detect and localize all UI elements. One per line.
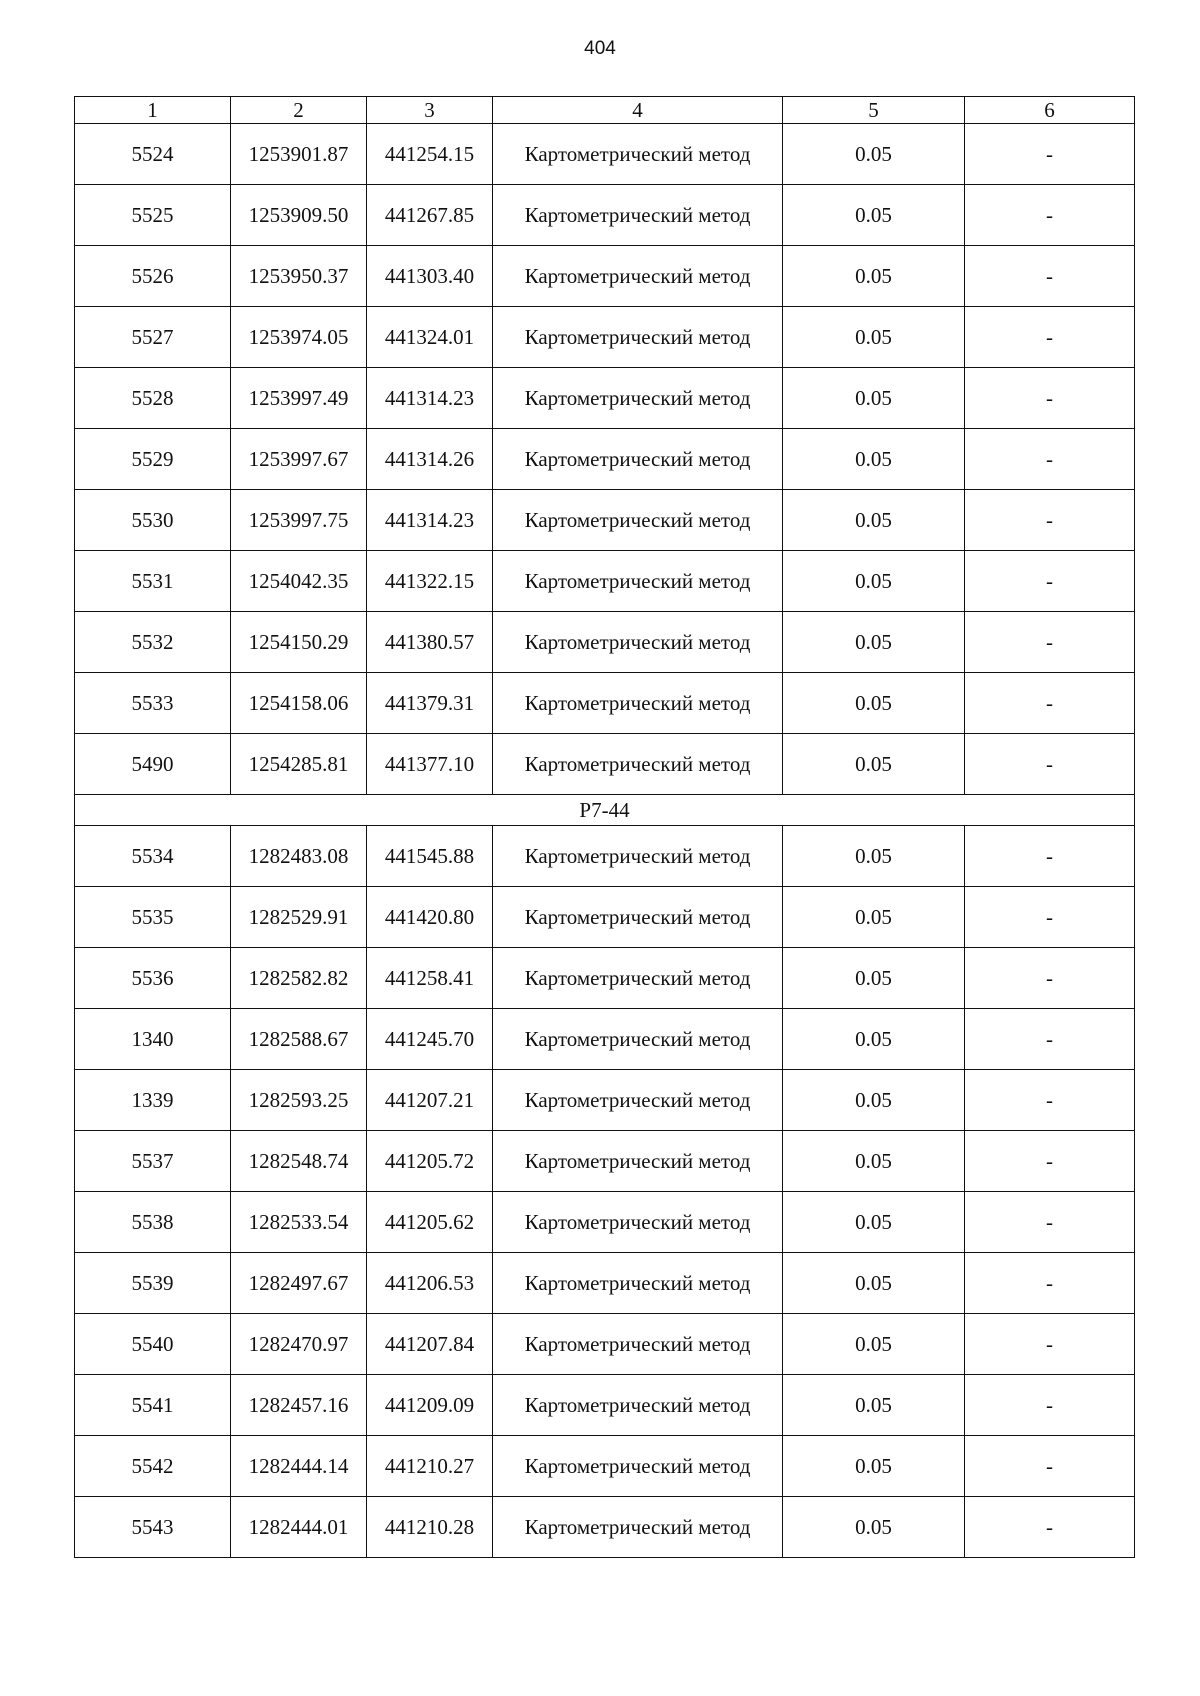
table-row [75,734,1135,795]
x-coordinate-cell: 1254042.35 [231,551,367,612]
point-number-cell: 5539 [75,1253,231,1314]
y-coordinate-cell: 441324.01 [367,307,493,368]
y-coordinate-cell: 441314.23 [367,490,493,551]
accuracy-cell: 0.05 [783,826,965,887]
y-coordinate-cell: 441379.31 [367,673,493,734]
y-coordinate-cell: 441209.09 [367,1375,493,1436]
y-coordinate-cell: 441210.28 [367,1497,493,1558]
accuracy-cell: 0.05 [783,490,965,551]
method-cell: Картометрический метод [493,124,783,185]
x-coordinate-cell: 1253997.67 [231,429,367,490]
method-cell: Картометрический метод [493,734,783,795]
method-cell: Картометрический метод [493,368,783,429]
y-coordinate-cell: 441377.10 [367,734,493,795]
note-cell: - [965,1436,1135,1497]
x-coordinate-cell: 1282533.54 [231,1192,367,1253]
point-number-cell: 5535 [75,887,231,948]
point-number-cell: 5528 [75,368,231,429]
accuracy-cell: 0.05 [783,307,965,368]
method-cell: Картометрический метод [493,429,783,490]
x-coordinate-cell: 1282444.01 [231,1497,367,1558]
note-cell: - [965,948,1135,1009]
table-row [75,1497,1135,1558]
method-cell: Картометрический метод [493,307,783,368]
point-number-cell: 5537 [75,1131,231,1192]
table-row [75,429,1135,490]
note-cell: - [965,1192,1135,1253]
method-cell: Картометрический метод [493,1131,783,1192]
method-cell: Картометрический метод [493,673,783,734]
table-row [75,1070,1135,1131]
x-coordinate-cell: 1282457.16 [231,1375,367,1436]
point-number-cell: 1340 [75,1009,231,1070]
accuracy-cell: 0.05 [783,887,965,948]
method-cell: Картометрический метод [493,887,783,948]
x-coordinate-cell: 1282593.25 [231,1070,367,1131]
y-coordinate-cell: 441207.84 [367,1314,493,1375]
note-cell: - [965,307,1135,368]
table-row [75,1436,1135,1497]
coordinates-table [74,96,1135,1558]
point-number-cell: 5527 [75,307,231,368]
accuracy-cell: 0.05 [783,612,965,673]
accuracy-cell: 0.05 [783,1314,965,1375]
accuracy-cell: 0.05 [783,948,965,1009]
point-number-cell: 5536 [75,948,231,1009]
method-cell: Картометрический метод [493,826,783,887]
x-coordinate-cell: 1282444.14 [231,1436,367,1497]
x-coordinate-cell: 1282470.97 [231,1314,367,1375]
x-coordinate-cell: 1253909.50 [231,185,367,246]
point-number-cell: 5524 [75,124,231,185]
point-number-cell: 5541 [75,1375,231,1436]
method-cell: Картометрический метод [493,185,783,246]
y-coordinate-cell: 441210.27 [367,1436,493,1497]
table-row [75,948,1135,1009]
y-coordinate-cell: 441206.53 [367,1253,493,1314]
y-coordinate-cell: 441322.15 [367,551,493,612]
table-row [75,1009,1135,1070]
accuracy-cell: 0.05 [783,734,965,795]
method-cell: Картометрический метод [493,1009,783,1070]
x-coordinate-cell: 1254158.06 [231,673,367,734]
accuracy-cell: 0.05 [783,429,965,490]
note-cell: - [965,1070,1135,1131]
table-row [75,826,1135,887]
point-number-cell: 5490 [75,734,231,795]
coordinates-table-body [75,97,1135,1558]
column-number-5: 5 [783,97,965,124]
y-coordinate-cell: 441207.21 [367,1070,493,1131]
method-cell: Картометрический метод [493,1314,783,1375]
y-coordinate-cell: 441420.80 [367,887,493,948]
note-cell: - [965,1009,1135,1070]
table-row [75,551,1135,612]
note-cell: - [965,887,1135,948]
accuracy-cell: 0.05 [783,1009,965,1070]
accuracy-cell: 0.05 [783,124,965,185]
section-header-row [75,795,1135,826]
column-number-6: 6 [965,97,1135,124]
y-coordinate-cell: 441267.85 [367,185,493,246]
point-number-cell: 5529 [75,429,231,490]
table-row [75,673,1135,734]
point-number-cell: 5526 [75,246,231,307]
note-cell: - [965,124,1135,185]
point-number-cell: 1339 [75,1070,231,1131]
table-row [75,368,1135,429]
point-number-cell: 5534 [75,826,231,887]
y-coordinate-cell: 441314.23 [367,368,493,429]
x-coordinate-cell: 1253901.87 [231,124,367,185]
method-cell: Картометрический метод [493,612,783,673]
note-cell: - [965,551,1135,612]
section-label: Р7-44 [75,795,1135,826]
table-row [75,887,1135,948]
note-cell: - [965,612,1135,673]
note-cell: - [965,1131,1135,1192]
y-coordinate-cell: 441205.62 [367,1192,493,1253]
x-coordinate-cell: 1282497.67 [231,1253,367,1314]
note-cell: - [965,826,1135,887]
method-cell: Картометрический метод [493,1253,783,1314]
y-coordinate-cell: 441254.15 [367,124,493,185]
x-coordinate-cell: 1254150.29 [231,612,367,673]
method-cell: Картометрический метод [493,551,783,612]
method-cell: Картометрический метод [493,490,783,551]
y-coordinate-cell: 441545.88 [367,826,493,887]
x-coordinate-cell: 1282588.67 [231,1009,367,1070]
point-number-cell: 5525 [75,185,231,246]
point-number-cell: 5531 [75,551,231,612]
table-row [75,490,1135,551]
accuracy-cell: 0.05 [783,1253,965,1314]
method-cell: Картометрический метод [493,246,783,307]
note-cell: - [965,734,1135,795]
method-cell: Картометрический метод [493,1070,783,1131]
y-coordinate-cell: 441258.41 [367,948,493,1009]
table-row [75,185,1135,246]
x-coordinate-cell: 1253950.37 [231,246,367,307]
note-cell: - [965,673,1135,734]
table-row [75,246,1135,307]
accuracy-cell: 0.05 [783,1436,965,1497]
column-number-4: 4 [493,97,783,124]
note-cell: - [965,246,1135,307]
method-cell: Картометрический метод [493,1375,783,1436]
method-cell: Картометрический метод [493,1497,783,1558]
point-number-cell: 5533 [75,673,231,734]
point-number-cell: 5543 [75,1497,231,1558]
y-coordinate-cell: 441380.57 [367,612,493,673]
x-coordinate-cell: 1282529.91 [231,887,367,948]
y-coordinate-cell: 441314.26 [367,429,493,490]
table-row [75,612,1135,673]
y-coordinate-cell: 441245.70 [367,1009,493,1070]
point-number-cell: 5538 [75,1192,231,1253]
x-coordinate-cell: 1282548.74 [231,1131,367,1192]
accuracy-cell: 0.05 [783,185,965,246]
x-coordinate-cell: 1282582.82 [231,948,367,1009]
method-cell: Картометрический метод [493,948,783,1009]
accuracy-cell: 0.05 [783,673,965,734]
y-coordinate-cell: 441303.40 [367,246,493,307]
column-number-row [75,97,1135,124]
accuracy-cell: 0.05 [783,1497,965,1558]
table-row [75,124,1135,185]
accuracy-cell: 0.05 [783,368,965,429]
point-number-cell: 5532 [75,612,231,673]
x-coordinate-cell: 1253997.75 [231,490,367,551]
table-row [75,1253,1135,1314]
note-cell: - [965,185,1135,246]
accuracy-cell: 0.05 [783,246,965,307]
column-number-3: 3 [367,97,493,124]
note-cell: - [965,368,1135,429]
table-row [75,307,1135,368]
note-cell: - [965,1375,1135,1436]
note-cell: - [965,490,1135,551]
method-cell: Картометрический метод [493,1436,783,1497]
page-number: 404 [584,38,616,59]
note-cell: - [965,1314,1135,1375]
x-coordinate-cell: 1253974.05 [231,307,367,368]
point-number-cell: 5542 [75,1436,231,1497]
table-row [75,1314,1135,1375]
method-cell: Картометрический метод [493,1192,783,1253]
point-number-cell: 5530 [75,490,231,551]
point-number-cell: 5540 [75,1314,231,1375]
accuracy-cell: 0.05 [783,1192,965,1253]
y-coordinate-cell: 441205.72 [367,1131,493,1192]
column-number-1: 1 [75,97,231,124]
accuracy-cell: 0.05 [783,1070,965,1131]
x-coordinate-cell: 1253997.49 [231,368,367,429]
accuracy-cell: 0.05 [783,551,965,612]
note-cell: - [965,1253,1135,1314]
column-number-2: 2 [231,97,367,124]
x-coordinate-cell: 1282483.08 [231,826,367,887]
table-row [75,1375,1135,1436]
note-cell: - [965,1497,1135,1558]
table-row [75,1131,1135,1192]
accuracy-cell: 0.05 [783,1131,965,1192]
accuracy-cell: 0.05 [783,1375,965,1436]
table-row [75,1192,1135,1253]
x-coordinate-cell: 1254285.81 [231,734,367,795]
note-cell: - [965,429,1135,490]
